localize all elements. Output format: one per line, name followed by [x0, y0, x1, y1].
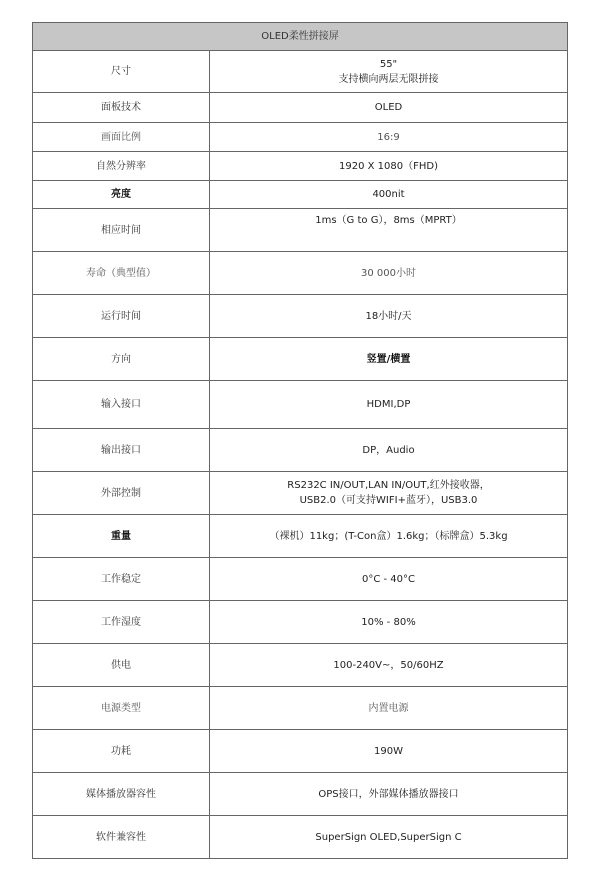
row-value-panel-tech: OLED — [210, 93, 568, 123]
row-value-operating-humidity: 10% - 80% — [210, 601, 568, 644]
row-label-power-supply: 供电 — [33, 644, 210, 687]
table-row — [33, 558, 568, 601]
row-label-software-compat: 软件兼容性 — [33, 816, 210, 859]
row-label-input-ports: 输入接口 — [33, 381, 210, 429]
row-value-operating-temperature: 0°C - 40°C — [210, 558, 568, 601]
table-row — [33, 209, 568, 252]
row-value-size — [210, 51, 568, 93]
row-label-brightness: 亮度 — [33, 181, 210, 209]
row-label-operating-temperature: 工作稳定 — [33, 558, 210, 601]
table-row — [33, 773, 568, 816]
table-row — [33, 295, 568, 338]
row-label-resolution: 自然分辨率 — [33, 152, 210, 181]
row-label-aspect-ratio: 画面比例 — [33, 123, 210, 152]
external-control-line-2: USB2.0（可支持WIFI+蓝牙），USB3.0 — [299, 495, 478, 506]
row-value-resolution: 1920 X 1080（FHD) — [210, 152, 568, 181]
table-row — [33, 51, 568, 93]
row-value-response-time: 1ms（G to G），8ms（MPRT） — [210, 209, 568, 252]
table-row — [33, 93, 568, 123]
table-row — [33, 181, 568, 209]
table-header-row — [33, 23, 568, 51]
row-label-size: 尺寸 — [33, 51, 210, 93]
row-value-output-ports: DP，Audio — [210, 429, 568, 472]
row-value-power-supply: 100-240V~，50/60HZ — [210, 644, 568, 687]
table-row — [33, 515, 568, 558]
table-row — [33, 123, 568, 152]
table-row — [33, 816, 568, 859]
row-value-brightness: 400nit — [210, 181, 568, 209]
table-row — [33, 472, 568, 515]
table-row — [33, 338, 568, 381]
spec-table — [32, 22, 568, 859]
row-value-input-ports: HDMI,DP — [210, 381, 568, 429]
row-label-media-player-compat: 媒体播放器容性 — [33, 773, 210, 816]
row-label-power-consumption: 功耗 — [33, 730, 210, 773]
row-label-output-ports: 输出接口 — [33, 429, 210, 472]
row-label-orientation: 方向 — [33, 338, 210, 381]
row-value-orientation: 竖置/横置 — [210, 338, 568, 381]
row-label-operating-time: 运行时间 — [33, 295, 210, 338]
table-row — [33, 252, 568, 295]
row-value-weight: （裸机）11kg；(T-Con盒）1.6kg；（标牌盒）5.3kg — [210, 515, 568, 558]
external-control-line-1: RS232C IN/OUT,LAN IN/OUT,红外接收器， — [287, 480, 490, 491]
table-row — [33, 644, 568, 687]
row-label-external-control: 外部控制 — [33, 472, 210, 515]
table-row — [33, 730, 568, 773]
row-value-operating-time: 18小时/天 — [210, 295, 568, 338]
row-value-lifetime: 30 000小时 — [210, 252, 568, 295]
table-row — [33, 429, 568, 472]
table-row — [33, 687, 568, 730]
row-label-operating-humidity: 工作湿度 — [33, 601, 210, 644]
row-label-weight: 重量 — [33, 515, 210, 558]
size-value-line-2: 支持横向两层无限拼接 — [338, 73, 439, 85]
row-value-media-player-compat: OPS接口，外部媒体播放器接口 — [210, 773, 568, 816]
row-value-software-compat: SuperSign OLED,SuperSign C — [210, 816, 568, 859]
row-value-aspect-ratio: 16:9 — [210, 123, 568, 152]
row-value-power-consumption: 190W — [210, 730, 568, 773]
row-label-panel-tech: 面板技术 — [33, 93, 210, 123]
row-value-power-type: 内置电源 — [210, 687, 568, 730]
row-label-response-time: 相应时间 — [33, 209, 210, 252]
table-row — [33, 601, 568, 644]
row-label-lifetime: 寿命（典型值） — [33, 252, 210, 295]
table-row — [33, 152, 568, 181]
row-label-power-type: 电源类型 — [33, 687, 210, 730]
table-title: OLED柔性拼接屏 — [33, 23, 568, 51]
table-row — [33, 381, 568, 429]
size-value-line-1: 55" — [379, 58, 398, 70]
row-value-external-control — [210, 472, 568, 515]
